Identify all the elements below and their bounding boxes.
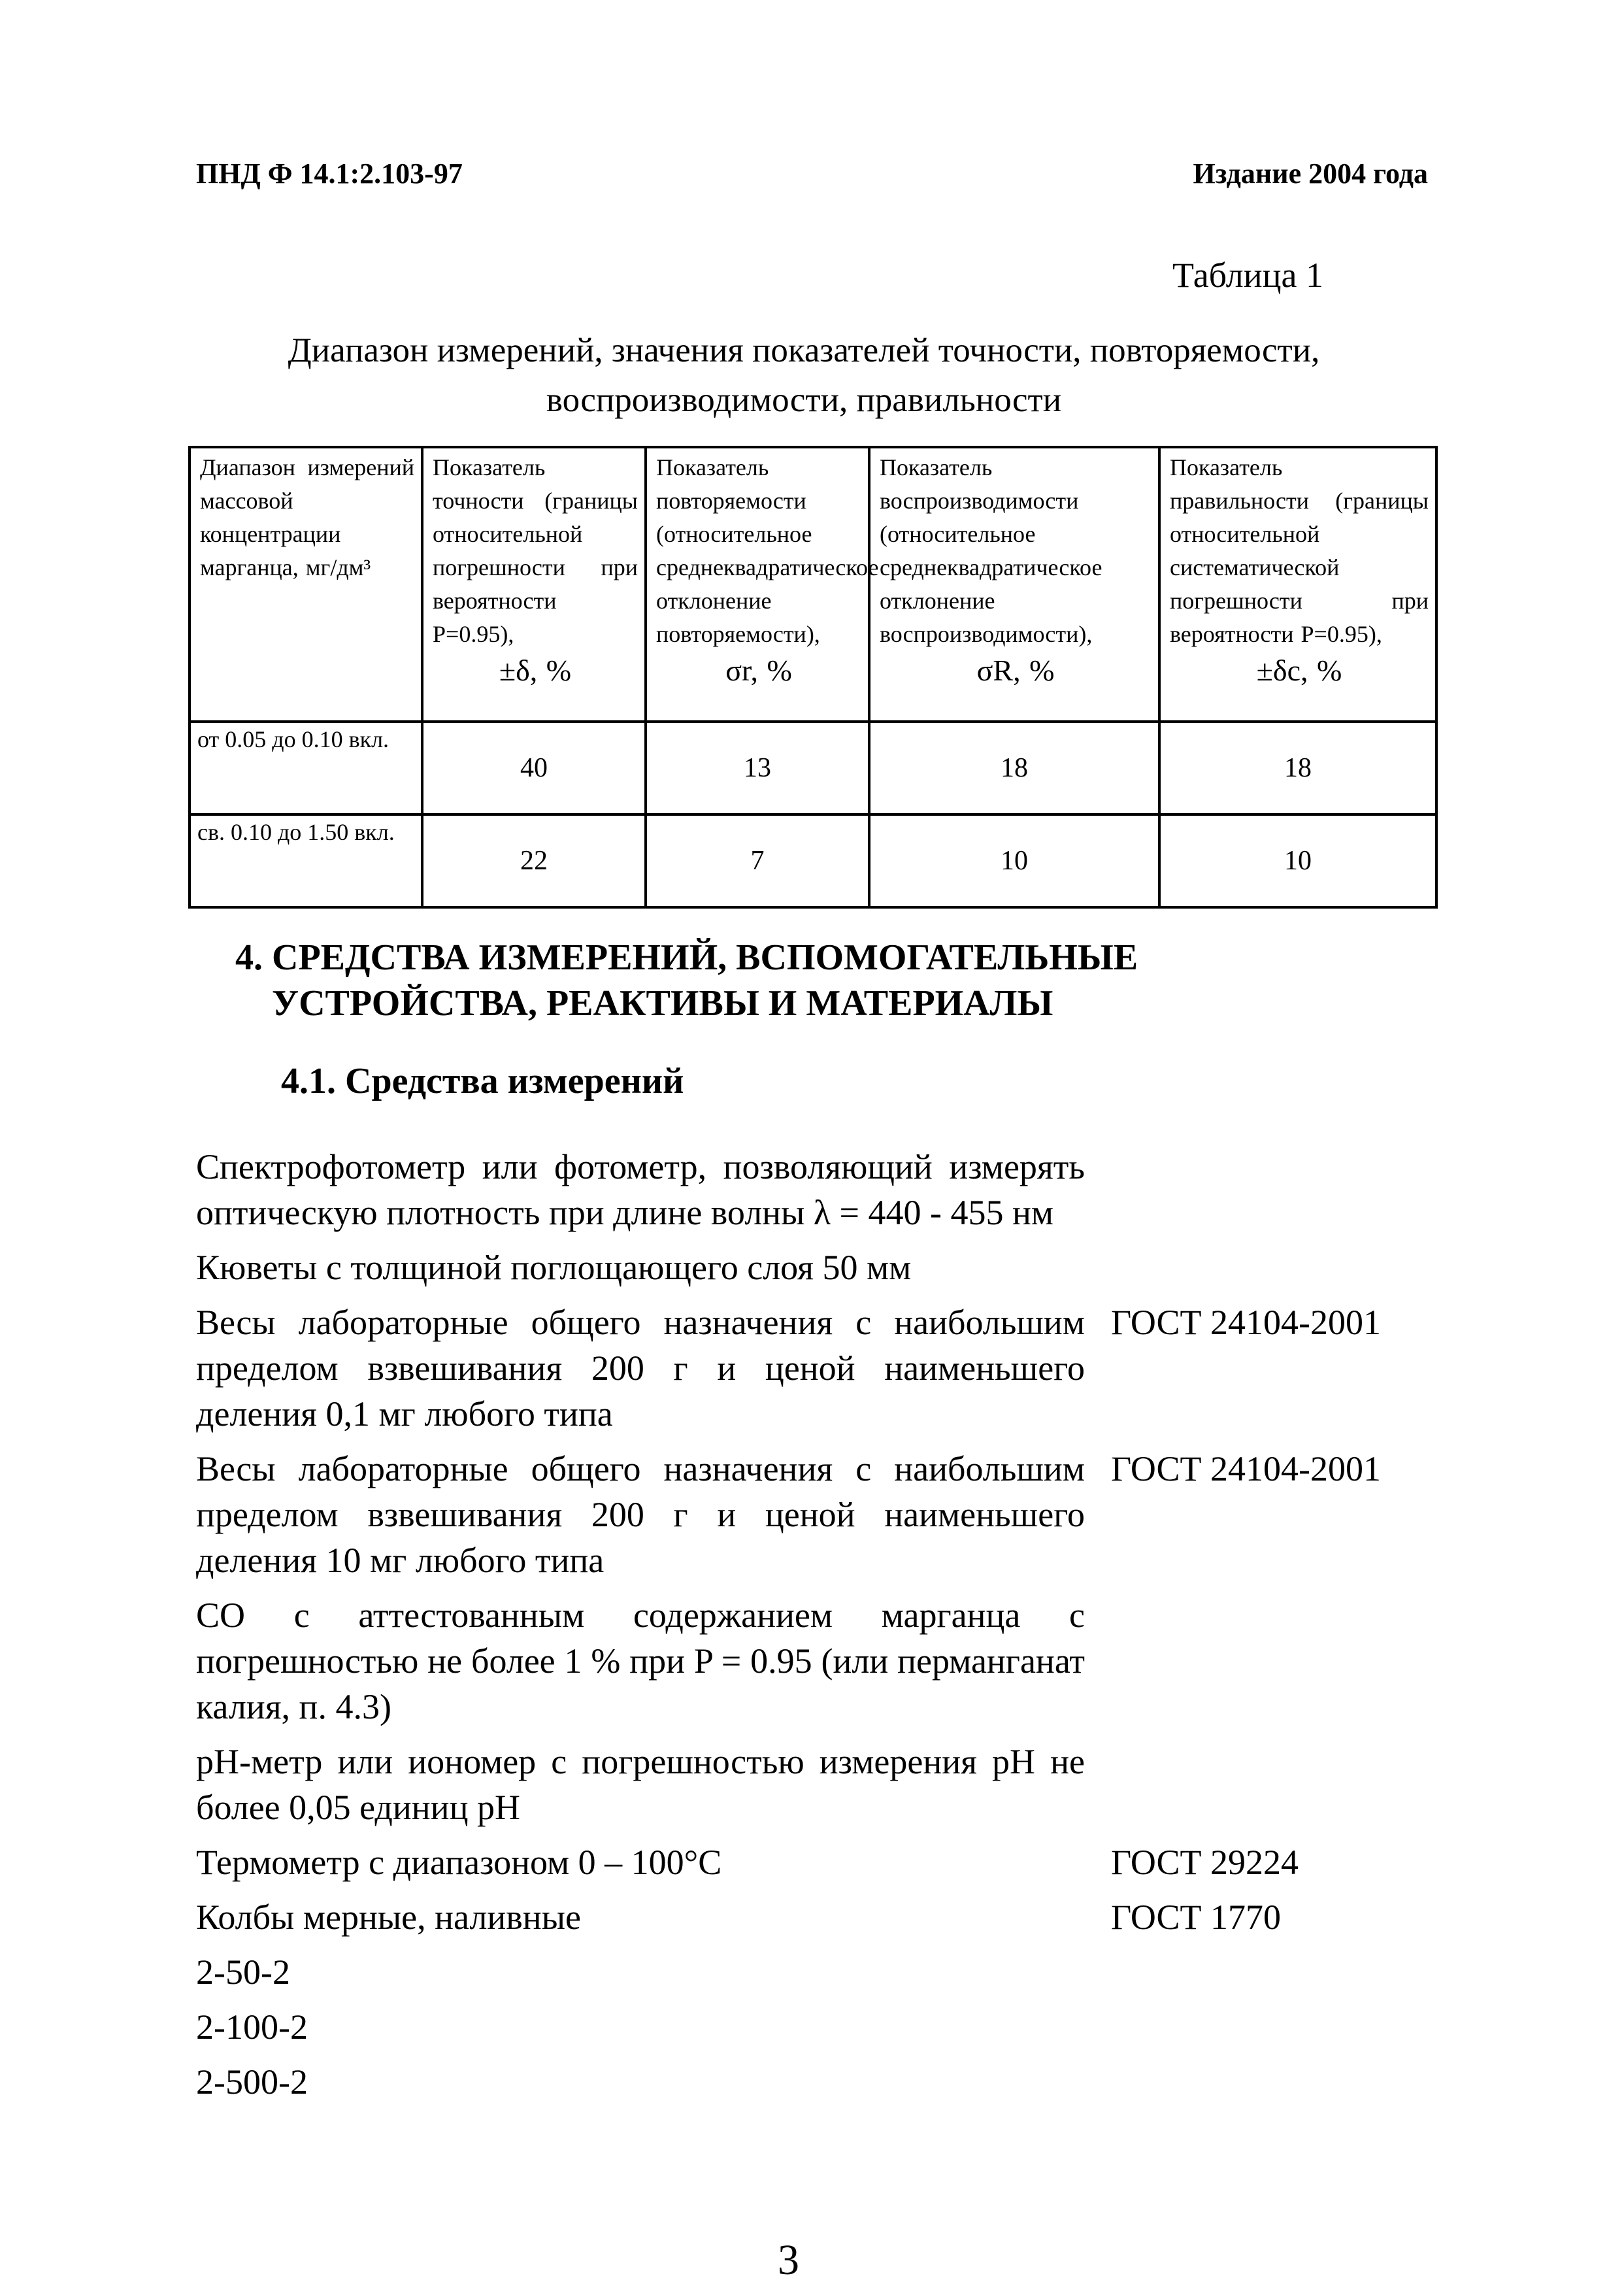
value-cell: 18 [869, 722, 1159, 814]
list-item [196, 1245, 1438, 1290]
item-standard [1111, 1144, 1438, 1235]
subsection-title: 4.1. Средства измерений [281, 1061, 684, 1101]
header-text: Показатель точности (границы относительной погрешности при вероятности P=0.95), [433, 454, 638, 647]
list-item [196, 1739, 1438, 1830]
table-header-reproducibility [869, 447, 1159, 722]
table-header-range [190, 447, 422, 722]
table-caption: Диапазон измерений, значения показателей точности, повторяемости, воспроизводимости, правильности [288, 331, 1320, 419]
header-symbol: σR, % [976, 654, 1055, 687]
range-cell: от 0.05 до 0.10 вкл. [190, 722, 422, 814]
item-description: Колбы мерные, наливные [196, 1898, 581, 1937]
value-cell: 22 [422, 814, 646, 907]
item-standard: ГОСТ 1770 [1111, 1898, 1282, 1937]
list-item [196, 2004, 1438, 2050]
header-text: Показатель воспроизводимости (относительное среднеквадратическое отклонение воспроизводимости), [880, 454, 1102, 647]
list-item [196, 1299, 1438, 1437]
table-header-trueness [1159, 447, 1436, 722]
item-standard: ГОСТ 24104-2001 [1111, 1303, 1382, 1342]
item-standard: ГОСТ 29224 [1111, 1843, 1299, 1882]
list-item [196, 1144, 1438, 1235]
item-standard [1111, 2059, 1438, 2105]
item-description: Термометр с диапазоном 0 – 100°С [196, 1843, 722, 1882]
table-label: Таблица 1 [1172, 256, 1323, 295]
table-row [190, 722, 1436, 814]
item-description: Весы лабораторные общего назначения с наибольшим пределом взвешивания 200 г и ценой наименьшего деления 0,1 мг любого типа [196, 1303, 1085, 1433]
item-standard [1111, 1245, 1438, 1290]
item-description: 2-500-2 [196, 2062, 308, 2102]
accuracy-table [188, 446, 1438, 909]
table-row [190, 814, 1436, 907]
item-description: Кюветы с толщиной поглощающего слоя 50 мм [196, 1248, 912, 1287]
item-description: pH-метр или иономер с погрешностью измерения pH не более 0,05 единиц pH [196, 1742, 1085, 1827]
list-item [196, 2059, 1438, 2105]
list-item [196, 1839, 1438, 1885]
item-standard [1111, 1592, 1438, 1730]
value-cell: 10 [869, 814, 1159, 907]
header-symbol: σr, % [725, 654, 792, 687]
header-text: Показатель повторяемости (относительное среднеквадратическое отклонение повторяемости), [656, 454, 879, 647]
equipment-list [196, 1144, 1438, 2114]
item-standard: ГОСТ 24104-2001 [1111, 1449, 1382, 1488]
page-number: 3 [778, 2236, 799, 2284]
list-item [196, 1446, 1438, 1583]
header-text: Показатель правильности (границы относительной систематической погрешности при вероятности P=0.95), [1170, 454, 1429, 647]
table-header-accuracy [422, 447, 646, 722]
item-standard [1111, 1949, 1438, 1995]
header-symbol: ±δ, % [499, 654, 572, 687]
value-cell: 13 [646, 722, 869, 814]
item-description: Весы лабораторные общего назначения с наибольшим пределом взвешивания 200 г и ценой наименьшего деления 10 мг любого типа [196, 1449, 1085, 1580]
value-cell: 7 [646, 814, 869, 907]
item-standard [1111, 2004, 1438, 2050]
header-symbol: ±δc, % [1256, 654, 1342, 687]
value-cell: 18 [1159, 722, 1436, 814]
document-code: ПНД Ф 14.1:2.103-97 [196, 158, 463, 190]
section-title [235, 935, 1412, 1026]
item-description: 2-100-2 [196, 2007, 308, 2047]
section-title-line: УСТРОЙСТВА, РЕАКТИВЫ И МАТЕРИАЛЫ [272, 983, 1053, 1024]
item-standard [1111, 1739, 1438, 1830]
list-item [196, 1894, 1438, 1940]
edition-label: Издание 2004 года [1193, 158, 1428, 190]
item-description: 2-50-2 [196, 1952, 290, 1992]
item-description: Спектрофотометр или фотометр, позволяющий измерять оптическую плотность при длине волны λ = 440 - 455 нм [196, 1147, 1085, 1232]
range-cell: св. 0.10 до 1.50 вкл. [190, 814, 422, 907]
value-cell: 10 [1159, 814, 1436, 907]
list-item [196, 1592, 1438, 1730]
table-header-repeatability [646, 447, 879, 722]
item-description: СО с аттестованным содержанием марганца с погрешностью не более 1 % при P = 0.95 (или перманганат калия, п. 4.3) [196, 1596, 1085, 1726]
section-title-line: 4. СРЕДСТВА ИЗМЕРЕНИЙ, ВСПОМОГАТЕЛЬНЫЕ [235, 937, 1138, 978]
list-item [196, 1949, 1438, 1995]
value-cell: 40 [422, 722, 646, 814]
header-text: Диапазон измерений массовой концентрации марганца, мг/дм³ [200, 454, 414, 580]
